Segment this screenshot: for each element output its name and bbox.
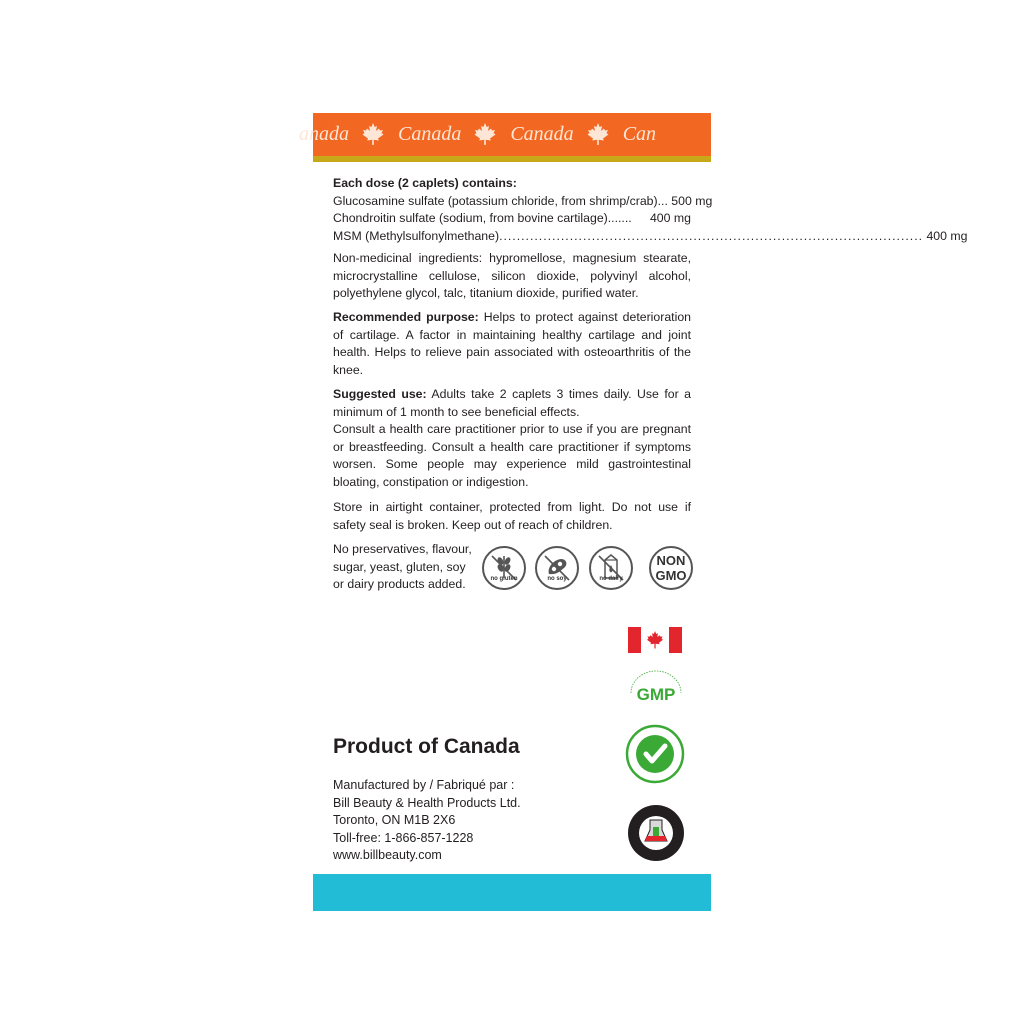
suggested-label: Suggested use: — [333, 387, 427, 401]
ingredient-amount: 400 mg — [926, 228, 968, 243]
suggested-use — [333, 386, 691, 421]
banner-word: Canada — [398, 123, 462, 146]
non-medicinal-ingredients: Non-medicinal ingredients: hypromellose, magnesium stearate, microcrystalline cellulose, silicon dioxide, polyvinyl alcohol, polyethylene glycol, talc, titanium dioxide, purified water. — [333, 251, 691, 301]
wheat-icon — [484, 548, 524, 588]
ingredient-leader — [499, 228, 923, 246]
maple-leaf-icon — [361, 122, 385, 146]
storage-instructions: Store in airtight container, protected from light. Do not use if safety seal is broken. Keep out of reach of children. — [333, 500, 691, 532]
manufacturer-name: Bill Beauty & Health Products Ltd. — [333, 795, 521, 810]
manufacturer-website: www.billbeauty.com — [333, 848, 442, 862]
manufacturer-phone: Toll-free: 1-866-857-1228 — [333, 830, 474, 845]
manufacturer-address: Toronto, ON M1B 2X6 — [333, 813, 456, 827]
ingredient-dots: ....... — [607, 211, 632, 226]
ingredient-name: Glucosamine sulfate (potassium chloride, from shrimp/crab) — [333, 193, 658, 208]
canada-flag-icon — [628, 627, 682, 653]
free-from-statement: No preservatives, flavour, sugar, yeast, gluten, soy or dairy products added. — [333, 542, 472, 592]
gold-stripe — [313, 156, 711, 162]
non-gmo-bottom: GMO — [655, 568, 687, 583]
purpose-text: Helps to protect against deterioration of cartilage. A factor in maintaining healthy cartilage and joint health. Helps to relieve pain associated with osteoarthritis of the knee. — [333, 310, 691, 377]
manufacturer-info — [333, 777, 521, 865]
milk-carton-icon — [591, 548, 631, 588]
product-of-canada: Product of Canada — [333, 735, 520, 758]
non-gmo-top: NON — [656, 553, 686, 568]
maple-leaf-icon — [586, 122, 610, 146]
canada-banner — [299, 113, 711, 156]
gmp-logo — [623, 665, 689, 711]
no-dairy-caption: no dairy — [599, 576, 623, 582]
no-soy-badge — [535, 546, 579, 590]
purpose-label: Recommended purpose: — [333, 310, 479, 324]
ingredient-row — [333, 193, 713, 211]
no-gluten-badge — [482, 546, 526, 590]
ingredient-amount: 400 mg — [649, 211, 691, 226]
gmp-text: GMP — [636, 685, 676, 704]
banner-word: Can — [622, 123, 657, 146]
suggested-text: Adults take 2 caplets 3 times daily. Use for a minimum of 1 month to see beneficial effects. — [333, 387, 691, 419]
no-gluten-caption: no gluten — [490, 576, 518, 582]
ingredient-amount: 500 mg — [671, 193, 713, 208]
ingredient-row — [333, 228, 968, 246]
non-gmo-badge — [649, 546, 693, 590]
flask-seal-icon — [626, 803, 686, 863]
teal-footer-stripe — [313, 874, 711, 911]
banner-word: Canada — [510, 123, 574, 146]
manufacturer-line: Manufactured by / Fabriqué par : — [333, 778, 515, 792]
ingredients-section — [333, 175, 968, 245]
warnings: Consult a health care practitioner prior to use if you are pregnant or breastfeeding. Consult a health care practitioner if symptoms worsen. Some people may experience mild gastrointestinal bloating, constipation or indigestion. — [333, 422, 691, 489]
recommended-purpose — [333, 309, 691, 379]
soy-icon — [537, 548, 577, 588]
maple-leaf-icon — [473, 122, 497, 146]
product-label — [299, 113, 968, 911]
ingredients-heading: Each dose (2 caplets) contains: — [333, 176, 517, 190]
no-soy-caption: no soy — [547, 576, 567, 582]
no-dairy-badge — [589, 546, 633, 590]
ingredient-name: MSM (Methylsulfonylmethane) — [333, 228, 500, 243]
ingredient-row — [333, 210, 691, 228]
heavy-metals-tested-seal — [626, 803, 686, 863]
ingredient-dots: ... — [657, 193, 668, 208]
quality-assured-seal-icon — [625, 724, 685, 784]
ingredient-name: Chondroitin sulfate (sodium, from bovine cartilage) — [333, 211, 608, 226]
banner-word: anada — [299, 123, 349, 146]
